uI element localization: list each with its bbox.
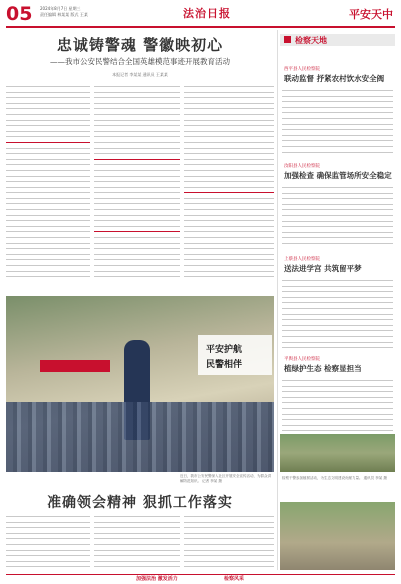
sidebar-item-title: 送法进学宫 共筑留平梦 (284, 264, 362, 273)
sidebar-item-org: 平舆县人民检察院 (284, 357, 320, 362)
second-headline: 准确领会精神 狠抓工作落实 (47, 495, 233, 511)
photo-banner (40, 360, 110, 372)
sidebar-item-body (282, 183, 393, 248)
second-article-column-1 (6, 512, 90, 572)
issue-date: 2024年8月7日 星期三 (40, 6, 81, 11)
sidebar-tag-icon (284, 36, 291, 43)
masthead-divider (6, 26, 395, 28)
main-photo (6, 296, 274, 472)
footer-divider (6, 574, 395, 575)
sidebar-item-body (282, 376, 393, 431)
sidebar-item-org: 上蔡县人民检察院 (284, 257, 320, 262)
photo-overlay-caption (198, 335, 272, 375)
second-article-column-3 (184, 512, 274, 572)
sidebar-item-body (282, 276, 393, 348)
sidebar-tag: 检察天地 (295, 36, 327, 45)
main-byline: 本报记者 李某某 通讯员 王某某 (112, 72, 168, 77)
sidebar-item-org: 汝阳县人民检察院 (284, 164, 320, 169)
sidebar-item-body (282, 86, 393, 156)
editor-line: 责任编辑 林某某 版式 王某 (40, 11, 88, 17)
paper-name: 法治日报 (183, 7, 231, 20)
column-divider (277, 30, 278, 570)
article-column-3 (184, 82, 274, 292)
section-title: 平安天中 (349, 8, 393, 21)
photo-title-2: 民警相伴 (206, 360, 243, 370)
footer-left-text: 加强法治 激发活力 (136, 576, 178, 582)
article-column-2 (94, 82, 180, 292)
sidebar-photo-caption: 检察干警参加植树活动，为生态文明建设贡献力量。 通讯员 李某 摄 (282, 476, 387, 480)
footer-right-text: 检察风采 (224, 576, 245, 582)
article-column-1 (6, 82, 90, 292)
sidebar-photo (280, 434, 395, 472)
photo-crowd (6, 402, 274, 472)
masthead (0, 0, 401, 30)
sidebar-item-title: 联动监督 抒紧农村饮水安全阀 (284, 74, 385, 83)
issue-meta (40, 6, 88, 17)
sidebar-item-title: 加强检查 确保监管场所安全稳定 (284, 171, 392, 180)
sidebar-item-org: 西平县人民检察院 (284, 67, 320, 72)
sidebar-photo (280, 502, 395, 570)
photo-title-1: 平安护航 (206, 345, 243, 355)
main-headline: 忠诚铸警魂 警徽映初心 (56, 36, 224, 54)
footer (6, 574, 395, 583)
photo-caption: 近日，我市公安民警深入社区开展安全宣传活动，为群众讲解防范知识。 记者 李某 摄 (180, 474, 271, 483)
main-subhead: ——我市公安民警结合全国英雄模范事迹开展教育活动 (50, 57, 230, 66)
sidebar-item-title: 植绿护生态 检察显担当 (284, 364, 362, 373)
second-article-column-2 (94, 512, 180, 572)
page-number: 05 (6, 3, 33, 25)
